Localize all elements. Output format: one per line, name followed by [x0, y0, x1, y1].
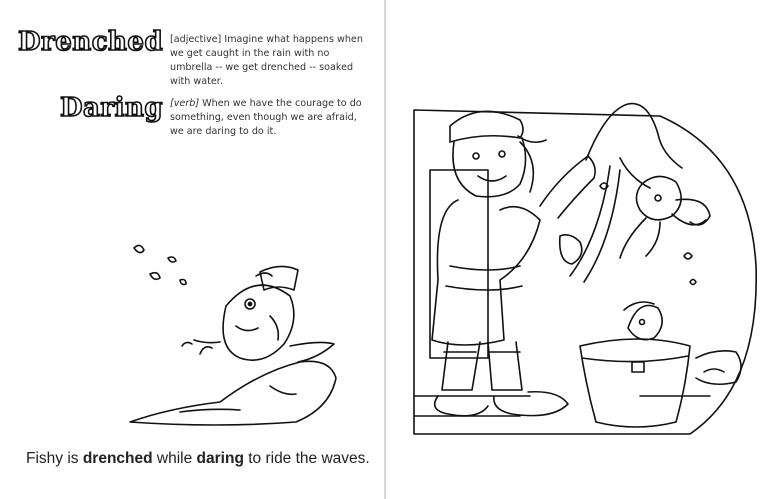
caption-text-3: to ride the waves.: [243, 450, 370, 467]
caption-bold-daring: daring: [196, 450, 244, 467]
caption-text-1: Fishy is: [26, 450, 83, 467]
definition-text-daring: When we have the courage to do something, even though we are afraid, we are daring to do it.: [170, 98, 362, 137]
word-drenched: Drenched: [18, 27, 164, 57]
pos-daring: [verb]: [170, 98, 200, 109]
right-page: [386, 0, 768, 499]
caption-text-2: while: [152, 450, 197, 467]
pos-drenched: [adjective]: [170, 34, 222, 45]
caption-bold-drenched: drenched: [82, 450, 153, 467]
word-daring: Daring: [60, 93, 164, 123]
fish-wave-illustration: [120, 236, 360, 436]
definition-daring: [170, 97, 370, 139]
caption: [26, 450, 370, 468]
letter-d-coloring-illustration: [410, 96, 760, 441]
definition-text-drenched: Imagine what happens when we get caught in the rain with no umbrella -- we get drenched -- soaked with water.: [170, 34, 363, 87]
definition-drenched: [170, 33, 370, 89]
